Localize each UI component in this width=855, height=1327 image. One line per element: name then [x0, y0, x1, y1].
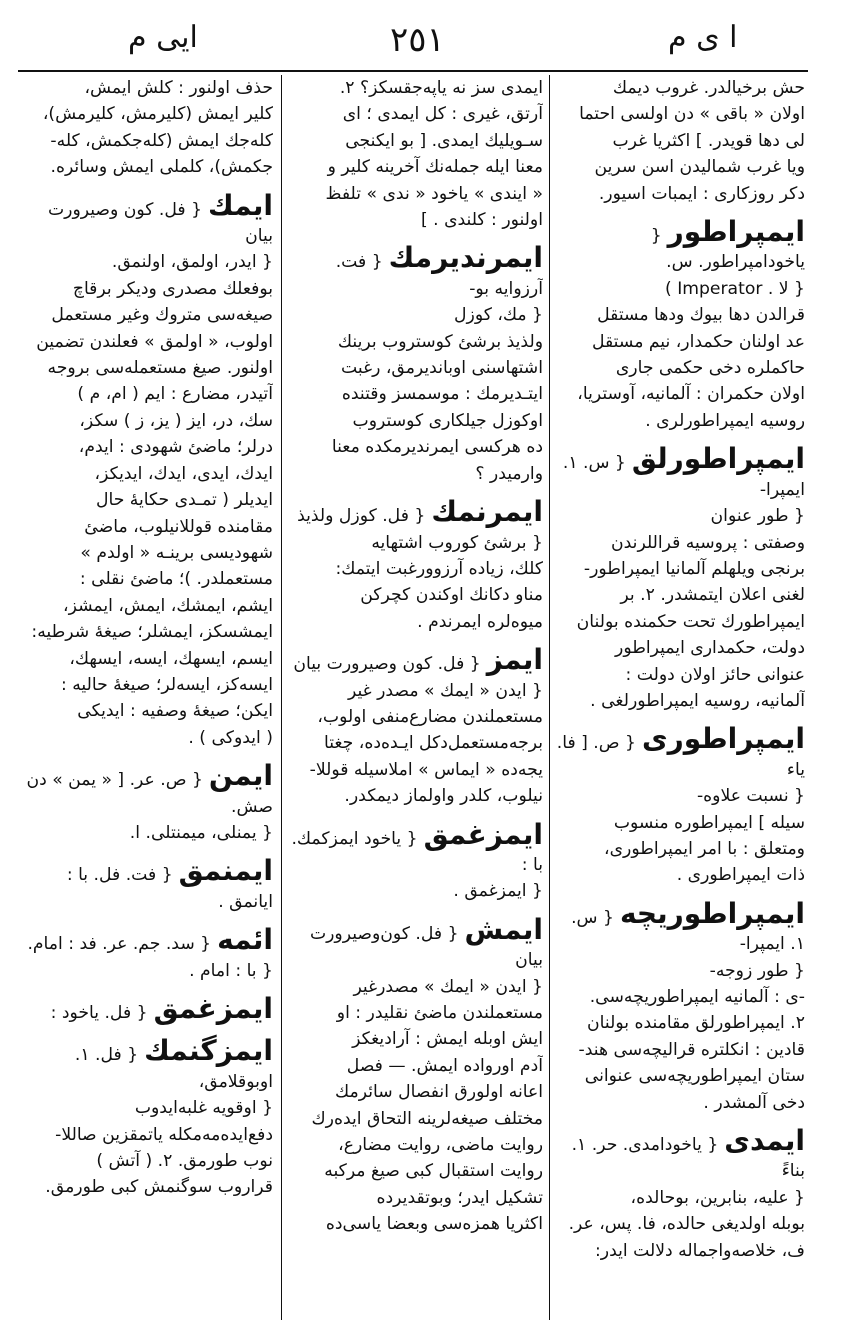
dictionary-entry — [555, 442, 805, 714]
entry-text-line: بوفعلك مصدری ودیکر برقاچ — [72, 278, 273, 299]
entry-text-line: اولنور. صیغ مستعمله‌سی بروجه — [47, 358, 273, 379]
entry-text-line: شهودیسی برینـه « اولدم » — [80, 542, 273, 563]
entry-text-line: درلر؛ ماضئ شهودی : ایدم، — [78, 437, 273, 458]
entry-headword: ایمرنمك — [431, 495, 543, 529]
entry-headword: ایمك — [208, 188, 273, 222]
entry-text-line: ایمدی سز نه یاپه‌جقسکز؟ ٢. — [339, 78, 543, 98]
entry-text-line: { فل. کون وصیرورت بیان — [293, 654, 481, 675]
entry-text-line: { س. ١. ایمپرا- — [562, 453, 805, 500]
column-right — [555, 75, 805, 1320]
entry-text-line: روایت استقبال کبی صیغ مرکبه — [324, 1161, 543, 1182]
dictionary-entry — [288, 495, 543, 635]
entry-text-line: ایش اوبله ایمش : آرادیغکز — [352, 1029, 543, 1050]
entry-text-line: قراروب سوگنمش کبی طورمق. — [45, 1177, 273, 1198]
entry-text-line: روسیه ایمپراطورلری . — [645, 410, 805, 431]
entry-text-line: صیغه‌سی متروك وغیر مستعمل — [51, 305, 273, 326]
entry-headword: ایمرندیرمك — [388, 241, 543, 275]
entry-text-line: حاکملره دخی حکمی جاری — [615, 358, 805, 379]
entry-text-line: آرتق، غیری : کل ایمدی ؛ ای — [342, 104, 543, 125]
dictionary-entry — [555, 1124, 805, 1264]
entry-text-line: سـویلیك ایمدی. [ بو ایکنجی — [345, 130, 543, 151]
entry-text-line: حذف اولنور : کلش ایمش، — [84, 78, 273, 98]
entry-headword: ایمپراطور — [667, 215, 805, 249]
dictionary-entry — [288, 643, 543, 809]
entry-text-line: جکمش)، کلملی ایمش وسائره. — [50, 157, 273, 178]
dictionary-entry — [288, 817, 543, 905]
entry-text-line: لغنی اعلان ایتمشدر. ٢. بر — [620, 585, 805, 606]
entry-text-line: قادین : انکلتره قرالیچه‌سی هند- — [578, 1039, 805, 1060]
entry-text-line: { سد. جم. عر. فد : امام. — [27, 934, 212, 955]
entry-text-line: ستان ایمپراطوریچه‌سی عنوانی — [584, 1066, 805, 1087]
entry-text-line: مقامنده قوللانیلوب، ماضئ — [84, 516, 273, 537]
dictionary-entry — [20, 75, 273, 181]
entry-text-line: { یاخودامدی. حر. ١. بناءً — [571, 1135, 805, 1182]
entry-headword: ایمزغمق — [153, 992, 273, 1025]
dictionary-entry — [288, 75, 543, 233]
entry-text-line: { فل. کوزل ولذیذ — [297, 506, 426, 527]
entry-headword: ایمزغمق — [423, 817, 543, 851]
entry-text-line: وصفتی : پروسیه قراللرندن — [611, 532, 805, 553]
entry-text-line: عنوانی حائز اولان دولت : — [625, 664, 805, 685]
entry-text-line: اشتهاسنی اوباندیرمق، رغبت — [341, 358, 543, 379]
dictionary-entry — [555, 75, 805, 207]
page-header — [18, 10, 808, 72]
entry-text-line: اعانه اولورق انفصال سائرمك — [335, 1082, 543, 1103]
entry-text-line: اولوب، « اولمق » فعلندن تضمین — [36, 331, 273, 352]
entry-text-line: ایتـدیرمك : موسمسز وقتنده — [341, 384, 543, 405]
entry-text-line: لی دها قویدر. ] اکثریا غرب — [612, 130, 805, 151]
entry-headword: ایمش — [464, 912, 543, 946]
entry-text-line: ولذیذ برشئ کوستروب برینك — [337, 331, 543, 352]
dictionary-entry — [288, 241, 543, 487]
entry-text-line: { یمنلی، میمنتلی. ا. — [129, 822, 273, 843]
entry-text-line: اولان حکمران : آلمانیه، آوستریا، — [577, 384, 805, 405]
entry-headword: ایمپراطوری — [641, 722, 805, 756]
column-middle — [288, 75, 543, 1320]
entry-headword: ایمپراطوریچه — [619, 896, 805, 930]
entry-text-line: روایت ماضی، روایت مضارع، — [338, 1135, 543, 1156]
dictionary-entry — [20, 854, 273, 915]
entry-text-line: مستعملدر. )؛ ماضئ نقلی : — [79, 569, 273, 590]
dictionary-entry — [555, 896, 805, 1116]
entry-text-line: دولت، حکمداری ایمپراطور — [615, 638, 805, 659]
entry-text-line: عد اولنان حکمدار، نیم مستقل — [591, 331, 805, 352]
entry-text-line: { فل. یاخود : — [50, 1003, 148, 1023]
entry-text-line: ایمپراطورك تحت حکمنده بولنان — [576, 611, 805, 632]
dictionary-entry — [20, 188, 273, 752]
entry-text-line: { مك، کوزل — [454, 305, 543, 326]
entry-text-line: آلمانیه، روسیه ایمپراطورلغی . — [590, 690, 805, 711]
column-rule — [549, 75, 550, 1320]
entry-text-line: مناو دکانك اوکندن کچرکن — [360, 585, 543, 606]
entry-text-line: تشکیل ایدر؛ وبوتقدیرده — [376, 1187, 543, 1208]
dictionary-entry — [20, 923, 273, 984]
column-rule — [281, 75, 282, 1320]
header-right-guide: ا ی م — [668, 20, 738, 55]
entry-headword: ایمز — [486, 643, 543, 677]
entry-text-line: قرالدن دها بیوك ودها مستقل — [597, 305, 805, 326]
entry-text-line: { ایدر، اولمق، اولنمق. — [111, 252, 273, 273]
entry-text-line: { س. ١. ایمپرا- — [571, 907, 805, 955]
entry-text-line: { ص. عر. [ « یمن » دن صش. — [26, 770, 273, 817]
header-left-guide: ایی م — [128, 20, 198, 55]
entry-text-line: ( ایدوکی ) . — [188, 727, 273, 748]
entry-headword: ایمنمق — [178, 854, 273, 888]
entry-text-line: برنجی ویلهلم آلمانیا ایمپراطور- — [583, 558, 805, 579]
entry-text-line: { یاخود ایمزکمك. با : — [291, 828, 543, 875]
entry-text-line: ایسم، ایسهك، ایسه، ایسهك، — [69, 648, 273, 669]
entry-headword: ایمدی — [724, 1124, 805, 1158]
entry-text-line: ایسه‌کز، ایسه‌لر؛ صیغهٔ حالیه : — [60, 674, 273, 695]
entry-text-line: آدم اورواده ایمش. — فصل — [346, 1055, 543, 1076]
entry-text-line: بوبله اولدیغی حالده، فا. پس، عر. — [568, 1214, 805, 1235]
dictionary-entry — [20, 759, 273, 846]
dictionary-entry — [20, 1034, 273, 1200]
entry-text-line: ایکن؛ صیغهٔ وصفیه : ایدیکی — [77, 701, 273, 722]
entry-text-line: حش برخیالدر. غروب دیمك — [612, 78, 805, 98]
entry-text-line: سیله ] ایمپراطوره منسوب — [613, 812, 805, 833]
dictionary-entry — [555, 722, 805, 888]
entry-text-line: { فت. آرزوایه ‌بو- — [335, 252, 543, 299]
entry-text-line: مستعملندن مضارع‌منفی اولوب، — [317, 706, 543, 727]
entry-text-line: { برشئ کوروب اشتهایه — [371, 532, 543, 553]
entry-text-line: اکثریا همزه‌سی وبعضا یاسی‌ده — [325, 1214, 543, 1235]
entry-text-line: کلیر ایمش (کلیرمش، کلیرمش)، — [42, 104, 273, 125]
entry-text-line: { یاخودامپراطور. س. — [650, 226, 805, 273]
entry-text-line: -ی : آلمانیه ایمپراطوریچه‌سی. — [589, 987, 805, 1007]
entry-text-line: ف، خلاصه‌واجماله دلالت ایدر: — [594, 1240, 805, 1261]
entry-text-line: اوکوزل جیلکاری کوستروب — [352, 410, 543, 431]
entry-headword: ایمپراطورلق — [631, 442, 805, 476]
entry-headword: ایمزگنمك — [144, 1034, 273, 1068]
entry-text-line: { ایمزغمق . — [453, 881, 543, 902]
entry-text-line: ایدك، ایدی، ایدك، ایدیکز، — [94, 463, 273, 484]
dictionary-entry — [555, 215, 805, 434]
entry-text-line: برجه‌مستعمل‌دکل ایـده‌ده، چغتا — [323, 733, 543, 754]
page-number: ٢٥١ — [390, 20, 445, 60]
entry-text-line: ٢. ایمپراطورلق مقامنده بولنان — [587, 1013, 805, 1034]
entry-text-line: ویا غرب شمالیدن اسن سرین — [594, 157, 805, 178]
entry-text-line: ده هرکسی ایمرندیرمکده معنا — [331, 437, 543, 458]
entry-text-line: آتیدر، مضارع : ایم ( ام، م ) — [77, 384, 273, 405]
entry-text-line: { طور عنوان — [710, 506, 805, 527]
entry-text-line: { اوقویه غلبه‌ایدوب — [134, 1098, 273, 1119]
entry-text-line: سك، در، ایز ( یز، ز ) سکز، — [79, 410, 273, 431]
entry-text-line: { طور زوجه- — [709, 960, 805, 981]
entry-text-line: دخی آلمشدر . — [703, 1092, 805, 1113]
entry-text-line: نوب طورمق. ٢. ( آتش ) — [96, 1151, 273, 1172]
entry-text-line: { لا . Imperator ) — [665, 278, 805, 299]
entry-text-line: ذات ایمپراطوری . — [676, 865, 805, 886]
entry-text-line: وارمیدر ؟ — [475, 463, 543, 484]
entry-text-line: کله‌جك ایمش (کله‌جکمش، کله‌- — [50, 130, 273, 151]
entry-text-line: { فل. کون وصیرورت بیان — [47, 199, 273, 247]
entry-headword: ائمه — [217, 923, 273, 957]
entry-text-line: یجه‌ده « ایماس » املاسیله قوللا- — [309, 759, 543, 780]
entry-text-line: ایشم، ایمشك، ایمش، ایمشز، — [63, 595, 273, 616]
entry-text-line: ایدیلر ( تمـدی حکایهٔ حال — [95, 490, 273, 511]
entry-text-line: { فل. ١. اوبوقلامق، — [74, 1045, 273, 1092]
entry-text-line: نیلوب، کلدر واولماز دیمکدر. — [344, 786, 543, 807]
entry-text-line: { ایدن « ایمك » مصدرغیر — [353, 976, 543, 997]
entry-text-line: مختلف صیغه‌لرینه التحاق ایده‌رك — [311, 1108, 543, 1129]
entry-text-line: اولان « باقی » دن اولسی احتما — [579, 104, 805, 125]
entry-text-line: اولنور : کلندی . ] — [420, 210, 543, 231]
entry-text-line: ومتعلق : با امر ایمپراطوری، — [604, 838, 805, 859]
entry-text-line: { نسبت علاوه- — [696, 786, 805, 807]
entry-text-line: { فل. کون‌وصیرورت بیان — [309, 923, 543, 971]
entry-text-line: { با : امام . — [189, 960, 273, 981]
entry-headword: ایمن — [208, 759, 273, 793]
entry-text-line: دکر روزکاری : ایمبات اسیور. — [598, 183, 805, 204]
entry-text-line: ایمشسکز، ایمشلر؛ صیغهٔ شرطیه: — [31, 622, 273, 643]
entry-text-line: { ص. [ فا. یاء — [556, 733, 805, 780]
column-left — [20, 75, 273, 1320]
entry-text-line: مستعملندن ماضئ نقلیدر : او — [336, 1003, 543, 1023]
entry-text-line: « ایندی » یاخود « ندی » تلفظ — [325, 183, 543, 204]
dictionary-entry — [288, 912, 543, 1238]
entry-text-line: کلك، زیاده آرزوورغبت ایتمك: — [335, 558, 543, 579]
entry-text-line: { علیه، بنابرین، بوحالده، — [630, 1187, 805, 1208]
entry-text-line: معنا ایله جمله‌نك آخرینه کلیر و — [327, 157, 543, 178]
dictionary-entry — [20, 992, 273, 1026]
entry-text-line: دفع‌ایده‌مه‌مکله یاتمقزین صاللا- — [55, 1124, 273, 1145]
entry-text-line: { فت. فل. با : ایانمق . — [66, 865, 273, 912]
entry-text-line: { ایدن « ایمك » مصدر غیر — [347, 680, 543, 701]
entry-text-line: میوه‌لره ایمرندم . — [417, 611, 543, 632]
